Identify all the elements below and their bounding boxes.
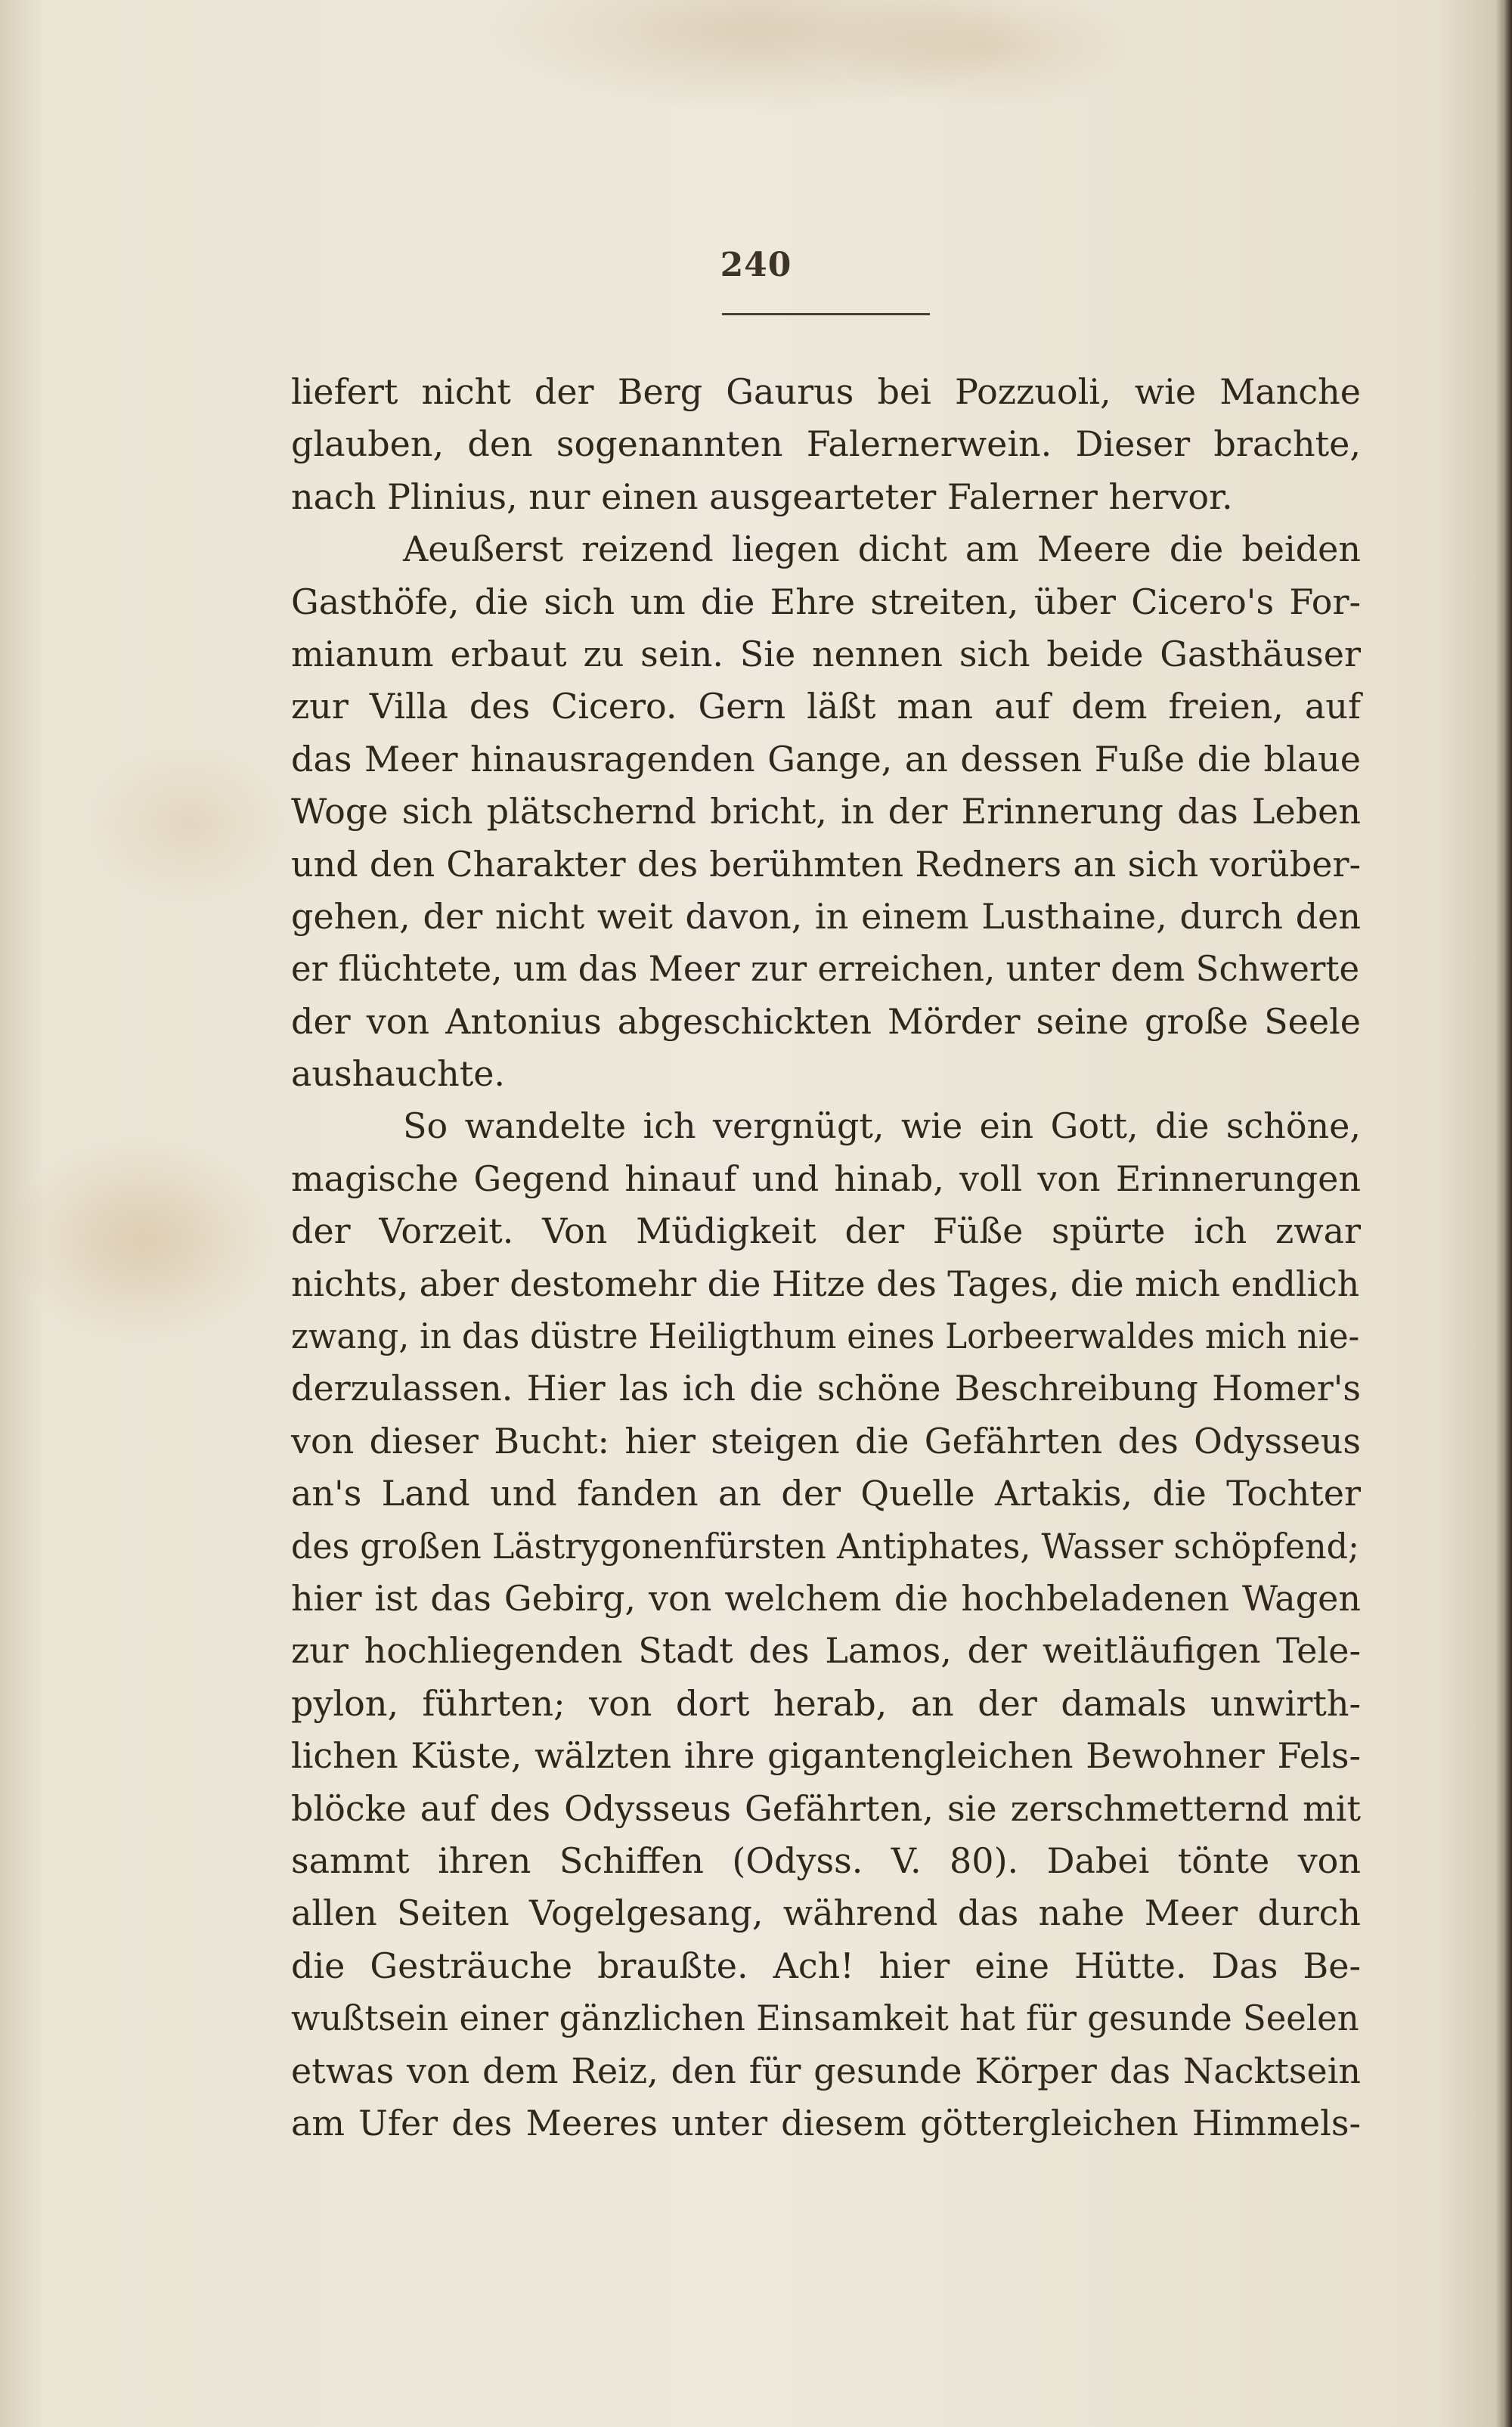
text-line: Woge sich plätschernd bricht, in der Erinnerung das Leben bbox=[291, 791, 1361, 832]
text-line: nach Plinius, nur einen ausgearteter Falerner hervor. bbox=[291, 476, 1233, 517]
text-line: zwang, in das düstre Heiligthum eines Lorbeerwaldes mich nie- bbox=[291, 1316, 1360, 1357]
text-line: an's Land und fanden an der Quelle Artakis, die Tochter bbox=[291, 1473, 1361, 1514]
text-line: des großen Lästrygonenfürsten Antiphates, Wasser schöpfend; bbox=[291, 1525, 1359, 1567]
text-line: liefert nicht der Berg Gaurus bei Pozzuoli, wie Manche bbox=[291, 371, 1361, 412]
text-line: pylon, führten; von dort herab, an der damals unwirth- bbox=[291, 1682, 1361, 1724]
text-line: am Ufer des Meeres unter diesem göttergleichen Himmels- bbox=[291, 2102, 1361, 2143]
text-line: derzulassen. Hier las ich die schöne Beschreibung Homer's bbox=[291, 1368, 1361, 1409]
text-line: aushauchte. bbox=[291, 1053, 506, 1095]
text-line: der Vorzeit. Von Müdigkeit der Füße spürte ich zwar bbox=[291, 1210, 1361, 1252]
text-line: von dieser Bucht: hier steigen die Gefährten des Odysseus bbox=[291, 1420, 1361, 1461]
text-line: nichts, aber destomehr die Hitze des Tages, die mich endlich bbox=[291, 1263, 1360, 1304]
text-line: lichen Küste, wälzten ihre gigantengleichen Bewohner Fels- bbox=[291, 1735, 1361, 1777]
body-text bbox=[291, 366, 1361, 2150]
text-line: zur Villa des Cicero. Gern läßt man auf dem freien, auf bbox=[291, 686, 1361, 727]
page-number: 240 bbox=[720, 246, 792, 284]
text-line: die Gesträuche braußte. Ach! hier eine Hütte. Das Be- bbox=[291, 1945, 1361, 1986]
text-line: So wandelte ich vergnügt, wie ein Gott, die schöne, bbox=[403, 1105, 1361, 1147]
header-rule bbox=[722, 313, 930, 315]
text-line: hier ist das Gebirg, von welchem die hochbeladenen Wagen bbox=[291, 1577, 1361, 1619]
text-line: er flüchtete, um das Meer zur erreichen, unter dem Schwerte bbox=[291, 948, 1360, 990]
text-line: sammt ihren Schiffen (Odyss. V. 80). Dabei tönte von bbox=[291, 1840, 1361, 1881]
text-line: wußtsein einer gänzlichen Einsamkeit hat für gesunde Seelen bbox=[291, 1998, 1359, 2039]
text-line: blöcke auf des Odysseus Gefährten, sie zerschmetternd mit bbox=[291, 1787, 1361, 1829]
text-line: magische Gegend hinauf und hinab, voll von Erinnerungen bbox=[291, 1158, 1361, 1199]
text-line: Gasthöfe, die sich um die Ehre streiten, über Cicero's For- bbox=[291, 581, 1361, 622]
text-line: etwas von dem Reiz, den für gesunde Körper das Nacktsein bbox=[291, 2050, 1361, 2091]
text-line: der von Antonius abgeschickten Mörder seine große Seele bbox=[291, 1000, 1361, 1042]
text-line: mianum erbaut zu sein. Sie nennen sich beide Gasthäuser bbox=[291, 633, 1361, 674]
page-edge-shadow bbox=[1495, 0, 1512, 2427]
text-line: und den Charakter des berühmten Redners an sich vorüber- bbox=[291, 843, 1361, 885]
text-line: allen Seiten Vogelgesang, während das nahe Meer durch bbox=[291, 1892, 1361, 1934]
text-line: glauben, den sogenannten Falernerwein. Dieser brachte, bbox=[291, 423, 1361, 465]
text-line: das Meer hinausragenden Gange, an dessen Fuße die blaue bbox=[291, 738, 1361, 780]
text-line: gehen, der nicht weit davon, in einem Lusthaine, durch den bbox=[291, 895, 1361, 937]
text-line: Aeußerst reizend liegen dicht am Meere die beiden bbox=[403, 528, 1361, 570]
text-line: zur hochliegenden Stadt des Lamos, der weitläufigen Tele- bbox=[291, 1630, 1361, 1672]
